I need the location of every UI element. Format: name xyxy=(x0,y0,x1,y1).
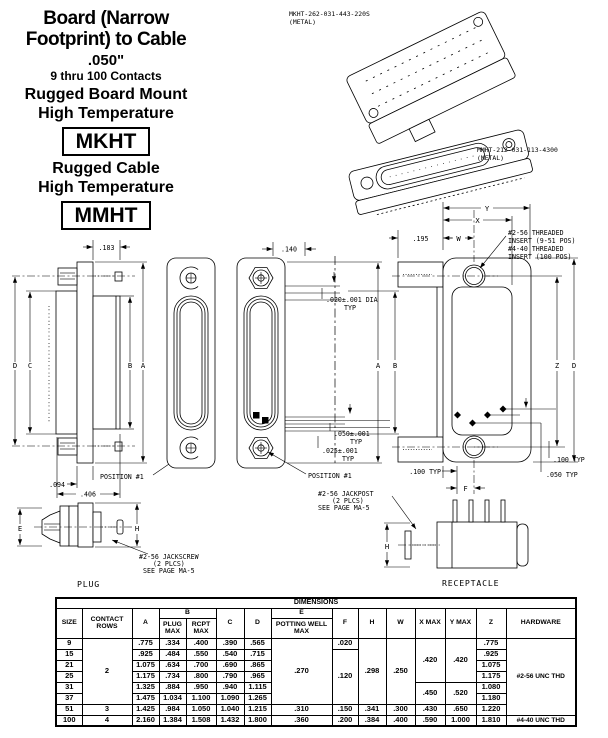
receptacle-rear-view xyxy=(389,202,585,494)
dim-A: A xyxy=(140,361,146,370)
jackpost-note-2: (2 PLCS) xyxy=(332,497,364,505)
receptacle-material: (METAL) xyxy=(477,154,504,162)
plug-bottom-side-view xyxy=(17,503,199,589)
table-cell: .310 xyxy=(271,704,332,715)
typ-label: TYP xyxy=(350,438,362,446)
table-cell: 1.180 xyxy=(476,693,506,704)
table-cell: .341 xyxy=(358,704,386,715)
jackpost-note-1: #2-56 JACKPOST xyxy=(318,490,374,498)
table-cell: 1.040 xyxy=(216,704,244,715)
jackscrew-note-1: #2-56 JACKSCREW xyxy=(139,553,199,561)
table-cell: .400 xyxy=(186,638,216,649)
plug-caption: PLUG xyxy=(77,579,100,589)
table-cell: .865 xyxy=(244,660,271,671)
table-cell: 1.090 xyxy=(216,693,244,704)
cable-line1: Rugged Cable xyxy=(52,160,160,177)
column-header-z: Z xyxy=(476,608,506,638)
table-cell: 1.810 xyxy=(476,715,506,726)
table-cell: .715 xyxy=(244,649,271,660)
dim-X: X xyxy=(475,216,480,225)
table-cell: .430 xyxy=(415,704,445,715)
plug-face-view xyxy=(167,258,215,468)
table-cell: 51 xyxy=(56,704,82,715)
jackscrew-note-2: (2 PLCS) xyxy=(153,560,185,568)
table-row xyxy=(56,704,576,715)
position-1-label-receptacle: POSITION #1 xyxy=(308,472,352,480)
plug-side-view xyxy=(12,240,188,499)
insert-note-1: #2-56 THREADED xyxy=(508,229,564,237)
table-cell: 1.800 xyxy=(244,715,271,726)
table-cell: .775 xyxy=(132,638,159,649)
table-cell: .775 xyxy=(476,638,506,649)
table-cell: .250 xyxy=(386,638,415,704)
table-cell: 1.508 xyxy=(186,715,216,726)
dim-A: A xyxy=(375,361,381,370)
dim-140: .140 xyxy=(281,245,297,254)
column-header-y-max: Y MAX xyxy=(445,608,476,638)
page-title-line2: Footprint) to Cable xyxy=(25,29,187,50)
column-header-d: D xyxy=(244,608,271,638)
table-cell: .925 xyxy=(132,649,159,660)
table-cell: 37 xyxy=(56,693,82,704)
table-cell: .800 xyxy=(186,671,216,682)
isometric-receptacle-drawing xyxy=(348,129,534,219)
isometric-plug-drawing xyxy=(345,10,522,157)
dim-B: B xyxy=(127,361,133,370)
column-header-x-max: X MAX xyxy=(415,608,445,638)
table-cell: 1.475 xyxy=(132,693,159,704)
table-cell: .384 xyxy=(358,715,386,726)
table-cell: .520 xyxy=(445,682,476,704)
table-cell: .400 xyxy=(386,715,415,726)
board-mount-line1: Rugged Board Mount xyxy=(24,86,188,103)
table-cell: #2-56 UNC THD xyxy=(506,638,576,715)
dim-D: D xyxy=(12,361,18,370)
dimensions-table xyxy=(55,597,577,727)
table-cell: .270 xyxy=(271,638,332,704)
table-cell: 1.050 xyxy=(186,704,216,715)
table-cell: 2 xyxy=(82,638,132,704)
dim-Z: Z xyxy=(554,361,560,370)
table-cell: .360 xyxy=(271,715,332,726)
table-cell: .984 xyxy=(159,704,186,715)
dim-B: B xyxy=(392,361,398,370)
table-cell: 1.220 xyxy=(476,704,506,715)
table-cell: 1.080 xyxy=(476,682,506,693)
dim-H: H xyxy=(134,524,140,533)
dim-W: W xyxy=(456,234,461,243)
table-cell: 1.432 xyxy=(216,715,244,726)
dim-050typ: .050 TYP xyxy=(546,471,578,479)
column-header-plug-max: PLUG MAX xyxy=(159,618,186,638)
column-header-rcpt-max: RCPT MAX xyxy=(186,618,216,638)
table-cell: 21 xyxy=(56,660,82,671)
table-title: DIMENSIONS xyxy=(56,598,576,608)
table-cell: 1.115 xyxy=(244,682,271,693)
table-cell: 4 xyxy=(82,715,132,726)
table-cell: 1.175 xyxy=(132,671,159,682)
dim-100typ-right: .100 TYP xyxy=(553,456,585,464)
wire-dia-label: .020±.001 DIA xyxy=(326,296,378,304)
column-header-f: F xyxy=(332,608,358,638)
table-cell: .925 xyxy=(476,649,506,660)
series-badge-mmht: MMHT xyxy=(61,201,152,230)
table-cell: .940 xyxy=(216,682,244,693)
table-cell: 1.100 xyxy=(186,693,216,704)
table-cell: .540 xyxy=(216,649,244,660)
dim-E: E xyxy=(17,524,23,533)
dim-100typ-left: .100 TYP xyxy=(409,468,441,476)
table-cell: 9 xyxy=(56,638,82,649)
table-cell: .450 xyxy=(415,682,445,704)
table-cell: .965 xyxy=(244,671,271,682)
insert-note-3: #4-40 THREADED xyxy=(508,245,564,253)
table-cell: .484 xyxy=(159,649,186,660)
table-cell: 1.325 xyxy=(132,682,159,693)
title-block xyxy=(0,8,212,233)
insert-note-4: INSERT (100 POS) xyxy=(508,253,572,261)
table-cell: .650 xyxy=(445,704,476,715)
dim-C: C xyxy=(27,361,33,370)
table-cell: 15 xyxy=(56,649,82,660)
table-cell: 3 xyxy=(82,704,132,715)
column-header-contact-rows: CONTACT ROWS xyxy=(82,608,132,638)
column-header-c: C xyxy=(216,608,244,638)
typ-label: TYP xyxy=(342,455,354,463)
dim-F: F xyxy=(463,484,468,493)
table-cell: 1.265 xyxy=(244,693,271,704)
column-header-a: A xyxy=(132,608,159,638)
pitch-025-label: .025±.001 xyxy=(322,447,358,455)
jackpost-note-3: SEE PAGE MA-5 xyxy=(318,504,370,512)
series-badge-mkht: MKHT xyxy=(62,127,151,156)
plug-material: (METAL) xyxy=(289,18,316,26)
table-row xyxy=(56,715,576,726)
receptacle-part-number: MMHT-212-031-113-4300 xyxy=(477,146,558,154)
column-header-h: H xyxy=(358,608,386,638)
pitch-050-label: .050±.001 xyxy=(334,430,370,438)
table-cell: .300 xyxy=(386,704,415,715)
table-cell: .150 xyxy=(332,704,358,715)
table-cell: 2.160 xyxy=(132,715,159,726)
column-header-hardware: HARDWARE xyxy=(506,608,576,638)
table-cell: 25 xyxy=(56,671,82,682)
table-cell: 1.175 xyxy=(476,671,506,682)
table-cell: 1.075 xyxy=(132,660,159,671)
receptacle-bottom-side-view xyxy=(318,490,528,588)
table-cell: .298 xyxy=(358,638,386,704)
dim-Y: Y xyxy=(484,204,490,213)
board-mount-line2: High Temperature xyxy=(38,105,174,122)
table-cell: .634 xyxy=(159,660,186,671)
dim-195: .195 xyxy=(412,235,429,243)
table-cell: 1.075 xyxy=(476,660,506,671)
table-cell: .734 xyxy=(159,671,186,682)
table-cell: 1.384 xyxy=(159,715,186,726)
plug-part-number: MKHT-262-031-443-220S xyxy=(289,10,370,18)
cable-line2: High Temperature xyxy=(38,179,174,196)
table-cell: .884 xyxy=(159,682,186,693)
board-pins xyxy=(453,500,505,522)
pitch-spec: .050" xyxy=(87,52,125,69)
position-1-label-plug: POSITION #1 xyxy=(100,473,144,481)
table-row xyxy=(56,638,576,649)
table-cell: .334 xyxy=(159,638,186,649)
dim-H: H xyxy=(384,542,390,551)
table-cell: .390 xyxy=(216,638,244,649)
table-cell: 1.034 xyxy=(159,693,186,704)
dim-406: .406 xyxy=(80,490,96,499)
table-cell: 100 xyxy=(56,715,82,726)
table-cell: .950 xyxy=(186,682,216,693)
table-cell: .550 xyxy=(186,649,216,660)
typ-label: TYP xyxy=(344,304,356,312)
table-cell: 1.000 xyxy=(445,715,476,726)
insert-note-2: INSERT (9-51 POS) xyxy=(508,237,576,245)
column-header-size: SIZE xyxy=(56,608,82,638)
column-header-b: B xyxy=(159,608,216,618)
table-cell: 1.425 xyxy=(132,704,159,715)
column-header-w: W xyxy=(386,608,415,638)
table-cell: .700 xyxy=(186,660,216,671)
table-cell: .420 xyxy=(415,638,445,682)
table-cell: .690 xyxy=(216,660,244,671)
page-title-line1: Board (Narrow xyxy=(43,8,169,29)
table-cell: .120 xyxy=(332,649,358,704)
table-cell: 31 xyxy=(56,682,82,693)
table-cell: .590 xyxy=(415,715,445,726)
dim-094: .094 xyxy=(49,481,65,489)
dim-183: .183 xyxy=(98,244,115,252)
contact-range: 9 thru 100 Contacts xyxy=(50,69,162,83)
jackscrew-note-3: SEE PAGE MA-5 xyxy=(143,567,195,575)
table-cell: 1.215 xyxy=(244,704,271,715)
receptacle-face-view xyxy=(237,242,399,480)
table-cell: #4-40 UNC THD xyxy=(506,715,576,726)
column-header-e: E xyxy=(271,608,332,618)
dim-D: D xyxy=(571,361,577,370)
column-header-potting: POTTING WELL MAX xyxy=(271,618,332,638)
table-cell: .420 xyxy=(445,638,476,682)
table-cell: .200 xyxy=(332,715,358,726)
table-cell: .020 xyxy=(332,638,358,649)
table-cell: .565 xyxy=(244,638,271,649)
receptacle-caption: RECEPTACLE xyxy=(442,578,500,588)
table-cell: .790 xyxy=(216,671,244,682)
